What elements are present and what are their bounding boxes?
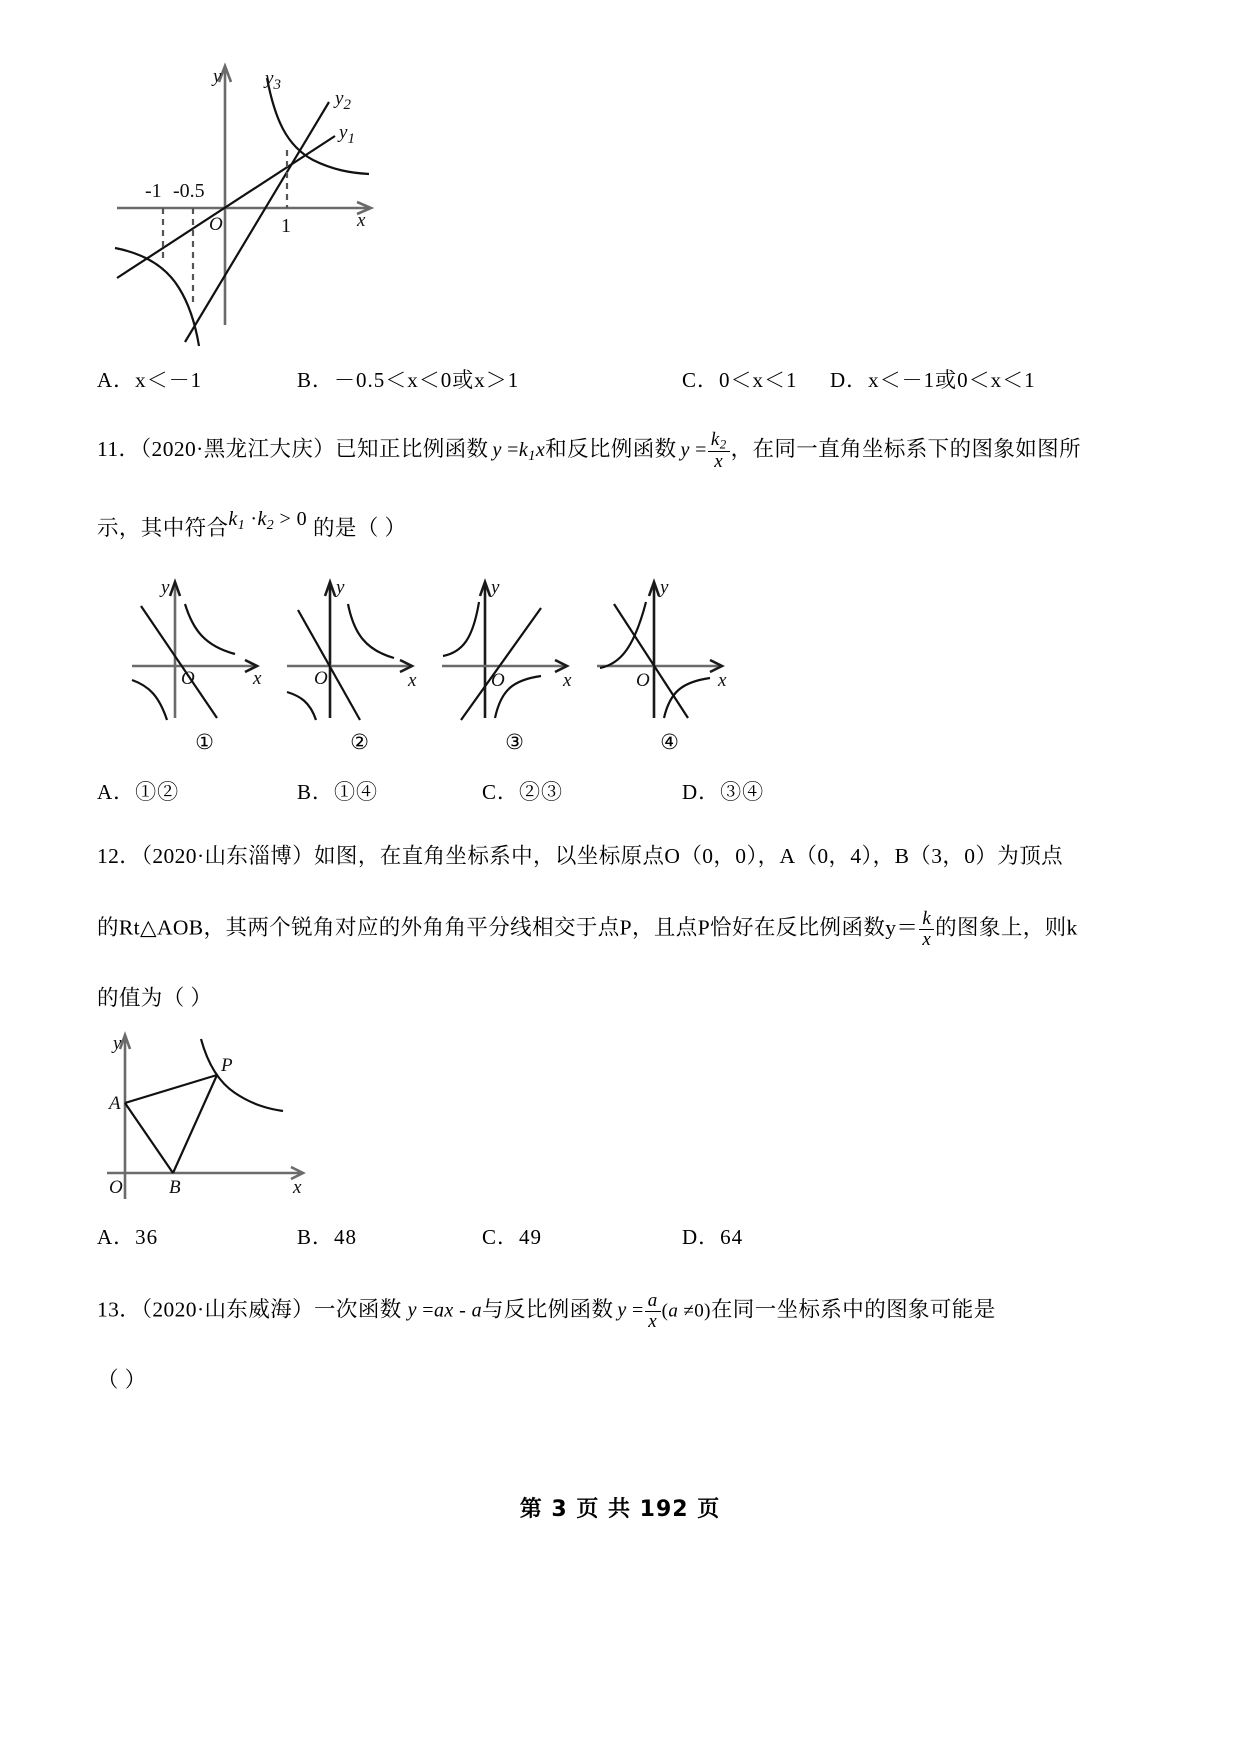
q11-line1: 11．（2020·黑龙江大庆）已知正比例函数 $y =k_1x$和反比例函数 y = $\frac{k_2}{x}$ ，在同一直角坐标系下的图象如图所: [97, 429, 1081, 473]
q12-y-label: y: [113, 1032, 122, 1054]
q11-panel-3: [437, 568, 592, 754]
panel3-origin: O: [491, 669, 505, 691]
q11-panel-2: [282, 568, 437, 754]
panel1-x-label: x: [253, 667, 262, 689]
panel4-y-label: y: [660, 576, 669, 598]
panel4-hyperbola-q4: [664, 678, 710, 718]
q11-panel-2-svg: [282, 568, 432, 728]
panel3-y-label: y: [491, 576, 500, 598]
q11-panel-4-svg: [592, 568, 742, 728]
q10-option-d[interactable]: D．x＜－1或0＜x＜1: [830, 368, 1036, 392]
q12-option-b[interactable]: B．48: [297, 1224, 358, 1249]
q12-segment-ab: [125, 1103, 173, 1173]
panel1-hyperbola-q1: [185, 604, 235, 654]
y-axis-label: y: [213, 66, 222, 87]
q11-panel-4: [592, 568, 747, 754]
panel4-origin: O: [636, 669, 650, 691]
q10-options-row: [97, 364, 1047, 394]
q10-option-a[interactable]: A．x＜－1: [97, 368, 203, 392]
q11-source: （2020·黑龙江大庆）: [140, 437, 336, 461]
figure-q10: [107, 60, 1047, 360]
panel1-line: [141, 606, 217, 718]
tick-label-neg1: -1: [145, 180, 162, 202]
q11-panel-3-svg: [437, 568, 587, 728]
label-y2: $y_2$: [335, 88, 351, 113]
q12-point-p-label: P: [221, 1054, 233, 1076]
q10-option-c[interactable]: C．0＜x＜1: [682, 368, 798, 392]
q12-text-a: 如图，在直角坐标系中，以坐标原点O（0，0），A（0，4），B（3，0）为顶点: [314, 843, 1064, 868]
q12-source: （2020·山东淄博）: [141, 843, 315, 868]
q13-line2: （ ）: [97, 1367, 147, 1392]
q11-option-c[interactable]: C．②③: [482, 779, 564, 804]
q13-text-a: 一次函数: [314, 1297, 402, 1322]
q12-frac-den: x: [922, 928, 932, 950]
q12-point-b-label: B: [169, 1176, 181, 1198]
q11-option-a[interactable]: A．①②: [97, 779, 180, 804]
q12-option-d[interactable]: D．64: [682, 1224, 744, 1249]
q11-text-c: ，在同一直角坐标系下的图象如图所: [730, 437, 1081, 461]
label-y3: $y_3$: [265, 68, 281, 93]
q12-option-a[interactable]: A．36: [97, 1224, 159, 1249]
panel4-hyperbola-q2: [600, 602, 646, 668]
curve-y3-branch2: [115, 248, 199, 346]
panel4-x-label: x: [718, 669, 727, 691]
figure-q12-svg: [101, 1027, 401, 1207]
q13-text-b: 与反比例函数: [481, 1297, 614, 1322]
q12-line2-a: 的Rt△AOB，其两个锐角对应的外角角平分线相交于点P，且点P恰好在反比例函数y＝: [97, 915, 919, 940]
x-axis-label: x: [357, 210, 366, 231]
q11-panel-1-svg: [127, 568, 277, 728]
q11-panel-2-id: ②: [350, 729, 369, 754]
q13-formula2-y: y: [617, 1299, 627, 1322]
q11-formula-y2: y: [680, 439, 690, 461]
q12-x-label: x: [293, 1176, 302, 1198]
q11-panel-1-id: ①: [195, 729, 214, 754]
q11-line2: [97, 508, 1047, 546]
panel1-origin: O: [181, 667, 195, 689]
panel1-hyperbola-q3: [132, 680, 167, 720]
figure-q12: [101, 1027, 1047, 1207]
panel2-hyperbola-q1: [348, 604, 394, 658]
q12-line2-b: 的图象上，则k: [935, 915, 1078, 940]
q12-number: 12．: [97, 843, 142, 868]
panel4-line: [614, 604, 688, 718]
q11-number: 11．: [97, 437, 141, 461]
q11-panel-4-id: ④: [660, 729, 679, 754]
q12-line3: 的值为（ ）: [97, 985, 213, 1010]
q11-option-d[interactable]: D．③④: [682, 779, 765, 804]
panel3-hyperbola-q2: [443, 602, 479, 656]
q11-formula-y1: y: [492, 439, 502, 461]
q11-fraction-k2-over-x: $\frac{k_2}{x}$: [708, 430, 730, 472]
q12-origin-label: O: [109, 1176, 123, 1198]
q13-line1: 13．（2020·山东威海）一次函数 y =ax - a与反比例函数 y = $\frac{a}{x}$ (a ≠0)在同一坐标系中的图象可能是: [97, 1289, 996, 1332]
tick-label-1: 1: [281, 215, 291, 237]
curve-y3-branch1: [267, 78, 369, 174]
panel2-hyperbola-q3: [287, 692, 316, 720]
label-y1: $y_1$: [339, 122, 355, 147]
q13-fraction-a-over-x: $\frac{a}{x}$: [645, 1291, 661, 1332]
q13-formula1: y: [407, 1299, 417, 1322]
q12-segment-bp: [173, 1075, 217, 1173]
q12-frac-num: k: [922, 907, 932, 929]
q13-condition: (a ≠0): [661, 1300, 711, 1322]
q11-option-b[interactable]: B．①④: [297, 779, 379, 804]
q11-text-a: 已知正比例函数: [335, 437, 489, 461]
origin-label: O: [209, 214, 223, 235]
q11-line2-a: 示，其中符合: [97, 516, 229, 541]
q12-line1: [97, 842, 1064, 871]
q12-line2: [97, 907, 1078, 950]
q12-options-row: [97, 1221, 1047, 1251]
q11-panel-1: [127, 568, 282, 754]
q12-option-c[interactable]: C．49: [482, 1224, 543, 1249]
q13-source: （2020·山东威海）: [141, 1297, 315, 1322]
q11-panels-row: [127, 568, 1047, 754]
panel2-origin: O: [314, 667, 328, 689]
q11-panel-3-id: ③: [505, 729, 524, 754]
panel2-x-label: x: [408, 669, 417, 691]
q12-segment-ap: [125, 1075, 217, 1103]
q11-text-b: 和反比例函数: [545, 437, 677, 461]
q10-option-b[interactable]: B．－0.5＜x＜0或x＞1: [297, 368, 520, 392]
panel3-x-label: x: [563, 669, 572, 691]
tick-label-neg05: -0.5: [173, 180, 205, 202]
q11-line2-b: 的是（ ）: [313, 516, 407, 541]
q12-point-a-label: A: [109, 1092, 121, 1114]
line-y2: [185, 102, 329, 342]
panel2-y-label: y: [336, 576, 345, 598]
q12-fraction-k-over-x: [919, 909, 934, 950]
page-content: [97, 60, 1081, 1395]
q13-text-c: 在同一坐标系中的图象可能是: [710, 1297, 996, 1322]
q11-options-row: [97, 776, 1047, 806]
figure-q10-svg: [107, 60, 397, 360]
q13-number: 13．: [97, 1297, 142, 1322]
panel1-y-label: y: [161, 576, 170, 598]
page-footer: 第 3 页 共 192 页: [519, 1497, 721, 1522]
q11-formula-k1k2: $k_1 \cdot k_2 > 0$: [228, 508, 308, 533]
